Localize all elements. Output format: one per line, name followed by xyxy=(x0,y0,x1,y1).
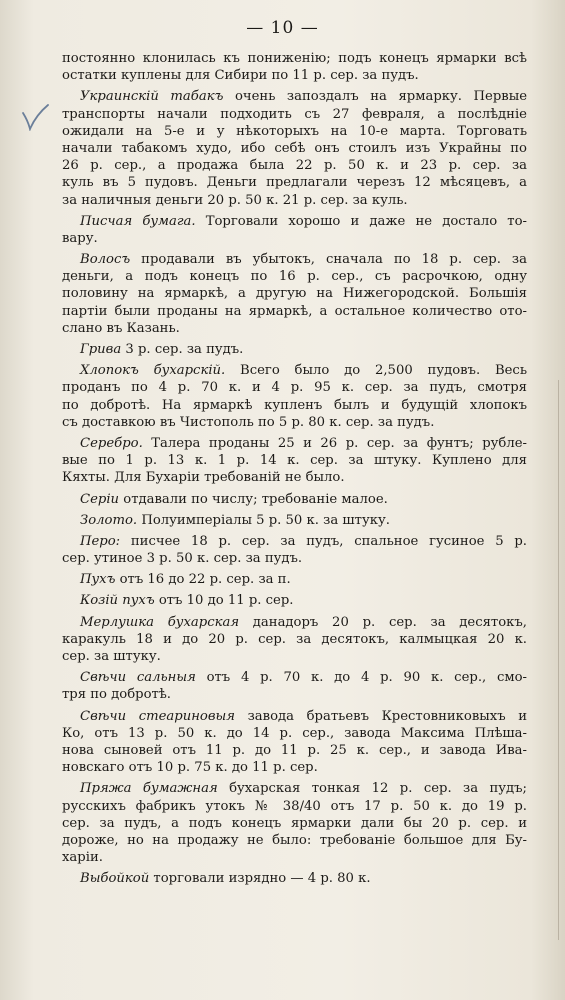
text-line xyxy=(62,140,527,157)
text-line xyxy=(62,174,527,191)
line-text: слано въ Казань. xyxy=(62,320,180,336)
text-line xyxy=(62,571,527,588)
text-line xyxy=(62,285,527,302)
text-line xyxy=(62,631,527,648)
line-text: вые по 1 р. 13 к. 1 р. 14 к. сер. за штуку. Куплено для xyxy=(62,453,527,469)
line-text: каракуль 18 и до 20 р. сер. за десятокъ, калмыцкая 20 к. xyxy=(62,631,527,647)
item-heading: Хлопокъ бухарскій. xyxy=(80,363,226,379)
text-line xyxy=(62,157,527,174)
item-heading: Волосъ xyxy=(80,252,131,268)
text-line xyxy=(62,397,527,414)
line-text: съ доставкою въ Чистополь по 5 р. 80 к. сер. за пудъ. xyxy=(62,414,435,430)
text-line xyxy=(62,50,527,67)
line-text: русскихъ фабрикъ утокъ № 38/40 отъ 17 р. 50 к. до 19 р. xyxy=(62,798,527,814)
paragraph xyxy=(62,213,527,247)
line-text: 3 р. сер. за пудъ. xyxy=(121,342,244,357)
paragraph xyxy=(62,614,527,666)
text-line xyxy=(62,435,527,452)
text-line xyxy=(62,192,527,209)
paragraph xyxy=(62,592,527,609)
line-text: харіи. xyxy=(62,850,103,866)
line-text: куль въ 5 пудовъ. Деньги предлагали черезъ 12 мѣсяцевъ, а xyxy=(62,175,527,191)
item-heading: Украинскій табакъ xyxy=(80,89,224,105)
text-line xyxy=(62,268,527,285)
line-text: за наличныя деньги 20 р. 50 к. 21 р. сер. за куль. xyxy=(62,192,408,208)
text-line xyxy=(62,491,527,508)
line-text: Полуимперіалы 5 р. 50 к. за штуку. xyxy=(137,512,390,528)
paragraph xyxy=(62,491,527,508)
line-text: очень запоздалъ на ярмарку. Первые xyxy=(223,89,527,105)
text-line xyxy=(62,686,527,703)
page-edge-shadow xyxy=(550,380,559,940)
line-text: вару. xyxy=(62,230,98,246)
item-heading: Золото. xyxy=(80,512,138,528)
line-text: Торговали хорошо и даже не достало то- xyxy=(195,213,527,229)
item-heading: Пряжа бумажная xyxy=(80,781,218,797)
text-line xyxy=(62,870,527,887)
text-line xyxy=(62,230,527,247)
paragraph xyxy=(62,870,527,887)
item-heading: Козій пухъ xyxy=(80,593,155,609)
line-text: Всего было до 2,500 пудовъ. Весь xyxy=(225,363,527,379)
paragraph xyxy=(62,512,527,529)
paragraph xyxy=(62,362,527,431)
text-line xyxy=(62,341,527,358)
paragraph xyxy=(62,708,527,777)
text-line xyxy=(62,849,527,866)
text-line xyxy=(62,320,527,337)
text-line xyxy=(62,414,527,431)
line-text: отъ 4 р. 70 к. до 4 р. 90 к. сер., смо- xyxy=(195,670,527,686)
paragraph xyxy=(62,50,527,84)
text-line xyxy=(62,512,527,529)
line-text: ожидали на 5-е и у нѣкоторыхъ на 10-е марта. Торговать xyxy=(62,123,527,139)
text-line xyxy=(62,213,527,230)
line-text: 26 р. сер., а продажа была 22 р. 50 к. и 23 р. сер. за xyxy=(62,158,527,174)
item-heading: Писчая бумага. xyxy=(80,213,196,229)
line-text: сер. утиное 3 р. 50 к. сер. за пудъ. xyxy=(62,551,303,567)
text-line xyxy=(62,742,527,759)
item-heading: Грива xyxy=(80,342,122,357)
item-heading: Свѣчи сальныя xyxy=(80,670,196,686)
item-heading: Пухъ xyxy=(80,572,116,588)
document-body xyxy=(62,50,527,891)
paragraph xyxy=(62,571,527,588)
line-text: партіи были проданы на ярмаркѣ, а остальное количество ото- xyxy=(62,303,527,319)
text-line xyxy=(62,648,527,665)
text-line xyxy=(62,592,527,609)
text-line xyxy=(62,708,527,725)
handwritten-check-mark xyxy=(20,103,50,131)
text-line xyxy=(62,832,527,849)
item-heading: Перо: xyxy=(80,533,121,549)
line-text: по добротѣ. На ярмаркѣ купленъ былъ и будущій хлопокъ xyxy=(62,397,527,413)
line-text: сер. за штуку. xyxy=(62,649,161,664)
text-line xyxy=(62,614,527,631)
line-text: продавали въ убытокъ, сначала по 18 р. сер. за xyxy=(130,252,527,268)
line-text: бухарская тонкая 12 р. сер. за пудъ; xyxy=(217,781,527,797)
line-text: тря по добротѣ. xyxy=(62,687,171,703)
text-line xyxy=(62,669,527,686)
item-heading: Серебро. xyxy=(80,435,143,451)
paragraph xyxy=(62,341,527,358)
line-text: транспорты начали подходить съ 27 февраля, а послѣдніе xyxy=(62,106,527,122)
text-line xyxy=(62,550,527,567)
paragraph xyxy=(62,435,527,487)
text-line xyxy=(62,362,527,379)
item-heading: Серіи xyxy=(80,491,120,507)
paragraph xyxy=(62,669,527,703)
line-text: начали табакомъ худо, ибо себѣ онъ стоилъ изъ Украйны по xyxy=(62,140,527,156)
line-text: отъ 16 до 22 р. сер. за п. xyxy=(115,572,291,588)
text-line xyxy=(62,106,527,123)
line-text: дороже, но на продажу не было: требованіе большое для Бу- xyxy=(62,832,527,848)
text-line xyxy=(62,725,527,742)
paragraph xyxy=(62,780,527,866)
line-text: торговали изрядно — 4 р. 80 к. xyxy=(149,871,371,887)
line-text: новскаго отъ 10 р. 75 к. до 11 р. сер. xyxy=(62,760,318,776)
text-line xyxy=(62,123,527,140)
text-line xyxy=(62,67,527,84)
line-text: сер. за пудъ, а подъ конецъ ярмарки дали бы 20 р. сер. и xyxy=(62,815,527,831)
item-heading: Свѣчи стеариновыя xyxy=(80,708,235,724)
line-text: деньги, а подъ конецъ по 16 р. сер., съ расрочкою, одну xyxy=(62,269,527,285)
text-line xyxy=(62,251,527,268)
text-line xyxy=(62,759,527,776)
line-text: остатки куплены для Сибири по 11 р. сер. за пудъ. xyxy=(62,68,419,84)
line-text: отъ 10 до 11 р. сер. xyxy=(154,593,294,609)
page-number: — 10 — xyxy=(246,18,319,38)
line-text: писчее 18 р. сер. за пудъ, спальное гусиное 5 р. xyxy=(120,533,527,549)
text-line xyxy=(62,780,527,797)
text-line xyxy=(62,379,527,396)
line-text: Кяхты. Для Бухаріи требованій не было. xyxy=(62,470,345,486)
line-text: данадоръ 20 р. сер. за десятокъ, xyxy=(239,614,527,630)
line-text: отдавали по числу; требованіе малое. xyxy=(119,491,388,507)
line-text: проданъ по 4 р. 70 к. и 4 р. 95 к. сер. за пудъ, смотря xyxy=(62,380,527,396)
line-text: завода братьевъ Крестовниковыхъ и xyxy=(234,708,527,724)
text-line xyxy=(62,303,527,320)
line-text: Ко, отъ 13 р. 50 к. до 14 р. сер., завода Максима Плѣша- xyxy=(62,725,527,741)
paragraph xyxy=(62,533,527,567)
paragraph xyxy=(62,251,527,337)
item-heading: Выбойкой xyxy=(80,871,150,887)
line-text: Талера проданы 25 и 26 р. сер. за фунтъ; рубле- xyxy=(142,435,527,451)
line-text: половину на ярмаркѣ, а другую на Нижегородской. Большія xyxy=(62,286,527,302)
text-line xyxy=(62,533,527,550)
text-line xyxy=(62,88,527,105)
line-text: постоянно клонилась къ пониженію; подъ конецъ ярмарки всѣ xyxy=(62,51,527,66)
line-text: нова сыновей отъ 11 р. до 11 р. 25 к. сер., и завода Ива- xyxy=(62,742,527,758)
text-line xyxy=(62,815,527,832)
text-line xyxy=(62,452,527,469)
paragraph xyxy=(62,88,527,208)
item-heading: Мерлушка бухарская xyxy=(80,614,240,630)
text-line xyxy=(62,798,527,815)
text-line xyxy=(62,469,527,486)
